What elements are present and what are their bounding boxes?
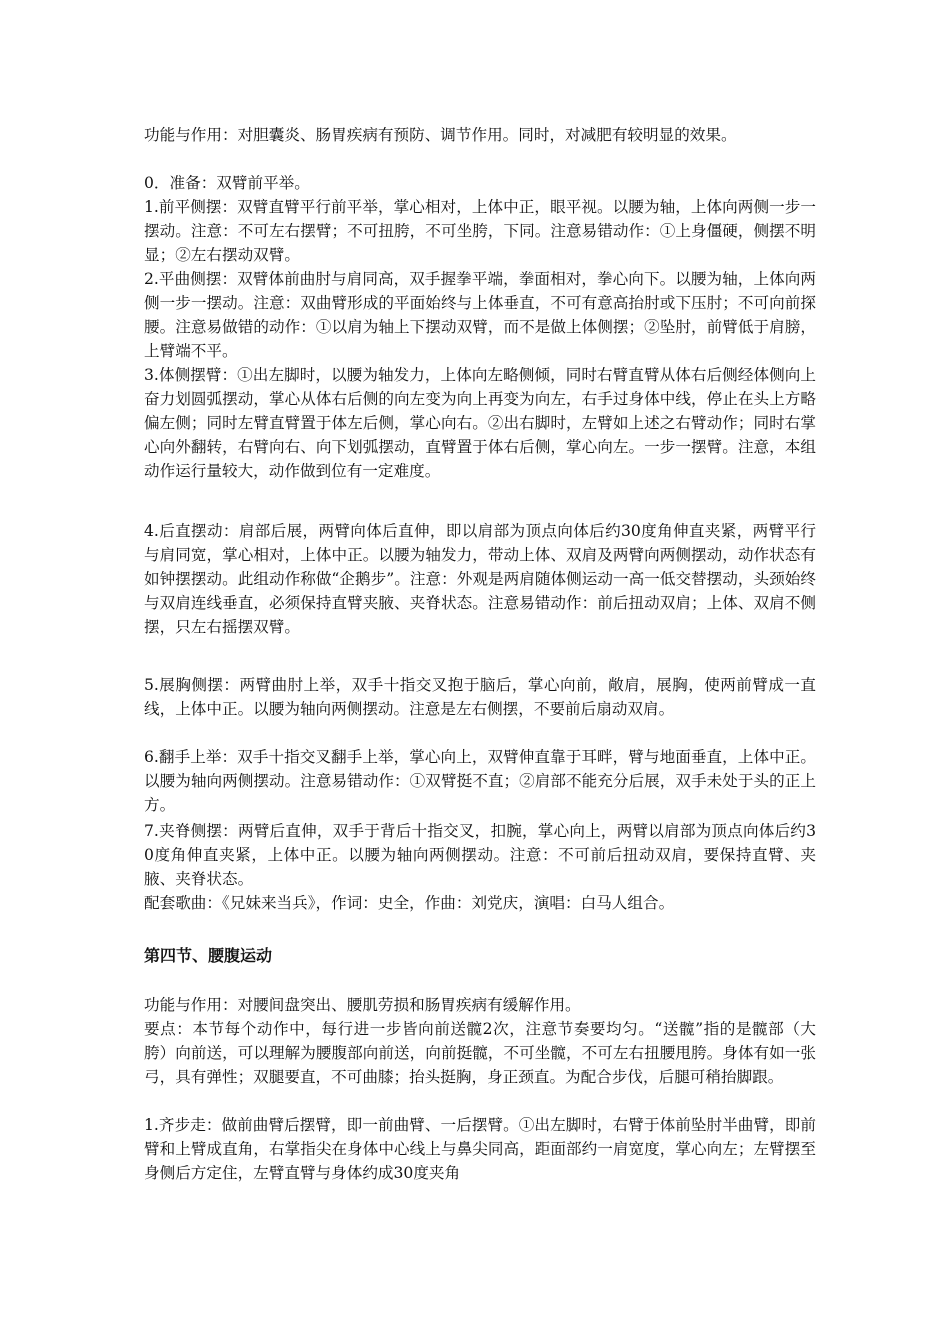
section4-heading: 第四节、腰腹运动	[144, 946, 273, 965]
section3-step1-paragraph: 1.前平侧摆：双臂直臂平行前平举，掌心相对，上体中正，眼平视。以腰为轴，上体向两侧一步一摆动。注意：不可左右摆臂；不可扭胯，不可坐胯，下同。注意易错动作：①上身僵硬，侧摆不明显；②左右摆动双臂。	[144, 198, 816, 264]
section3-function-paragraph: 功能与作用：对胆囊炎、肠胃疾病有预防、调节作用。同时，对减肥有较明显的效果。	[144, 126, 737, 144]
section3-prepare-paragraph: 0．准备：双臂前平举。	[144, 174, 310, 192]
section4-function-paragraph: 功能与作用：对腰间盘突出、腰肌劳损和肠胃疾病有缓解作用。	[144, 996, 581, 1014]
section3-step6-paragraph: 6.翻手上举：双手十指交叉翻手上举，掌心向上，双臂伸直靠于耳畔，臂与地面垂直，上体中正。以腰为轴向两侧摆动。注意易错动作：①双臂挺不直；②肩部不能充分后展，双手未处于头的正上方。	[144, 748, 816, 814]
section3-step3-paragraph: 3.体侧摆臂：①出左脚时，以腰为轴发力，上体向左略侧倾，同时右臂直臂从体右后侧经体侧向上奋力划圆弧摆动，掌心从体右后侧的向左变为向上再变为向左，右手过身体中线，停止在头上方略偏左侧；同时左臂直臂置于体左后侧，掌心向右。②出右脚时，左臂如上述之右臂动作；同时右掌心向外翻转，右臂向右、向下划弧摆动，直臂置于体右后侧，掌心向左。一步一摆臂。注意，本组动作运行量较大，动作做到位有一定难度。	[144, 366, 816, 480]
section4-keypoints-paragraph: 要点：本节每个动作中，每行进一步皆向前送髋2次，注意节奏要均匀。“送髋”指的是髋部（大胯）向前送，可以理解为腰腹部向前送，向前挺髋，不可坐髋，不可左右扭腰甩胯。身体有如一张弓，具有弹性；双腿要直，不可曲膝；抬头挺胸，身正颈直。为配合步伐，后腿可稍抬脚跟。	[144, 1020, 816, 1086]
section3-step7-paragraph: 7.夹脊侧摆：两臂后直伸，双手于背后十指交叉，扣腕，掌心向上，两臂以肩部为顶点向体后约30度角伸直夹紧，上体中正。以腰为轴向两侧摆动。注意：不可前后扭动双肩，要保持直臂、夹腋、夹脊状态。	[144, 822, 816, 888]
section3-step2-paragraph: 2.平曲侧摆：双臂体前曲肘与肩同高，双手握拳平端，拳面相对，拳心向下。以腰为轴，上体向两侧一步一摆动。注意：双曲臂形成的平面始终与上体垂直，不可有意高抬肘或下压肘；不可向前探腰。注意易做错的动作：①以肩为轴上下摆动双臂，而不是做上体侧摆；②坠肘，前臂低于肩膀，上臂端不平。	[144, 270, 816, 360]
section4-step1-paragraph: 1.齐步走：做前曲臂后摆臂，即一前曲臂、一后摆臂。①出左脚时，右臂于体前坠肘半曲臂，即前臂和上臂成直角，右掌指尖在身体中心线上与鼻尖同高，距面部约一肩宽度，掌心向左；左臂摆至身侧后方定住，左臂直臂与身体约成30度夹角	[144, 1116, 816, 1182]
section3-song-paragraph: 配套歌曲：《兄妹来当兵》，作词：史全，作曲：刘党庆，演唱：白马人组合。	[144, 894, 675, 912]
section3-step5-paragraph: 5.展胸侧摆：两臂曲肘上举，双手十指交叉抱于脑后，掌心向前，敞肩，展胸，使两前臂成一直线，上体中正。以腰为轴向两侧摆动。注意是左右侧摆，不要前后扇动双肩。	[144, 676, 816, 718]
section3-step4-paragraph: 4.后直摆动：肩部后展，两臂向体后直伸，即以肩部为顶点向体后约30度角伸直夹紧，两臂平行与肩同宽，掌心相对，上体中正。以腰为轴发力，带动上体、双肩及两臂向两侧摆动，动作状态有如钟摆摆动。此组动作称做“企鹅步”。注意：外观是两肩随体侧运动一高一低交替摆动，头颈始终与双肩连线垂直，必须保持直臂夹腋、夹脊状态。注意易错动作：前后扭动双肩；上体、双肩不侧摆，只左右摇摆双臂。	[144, 522, 816, 636]
